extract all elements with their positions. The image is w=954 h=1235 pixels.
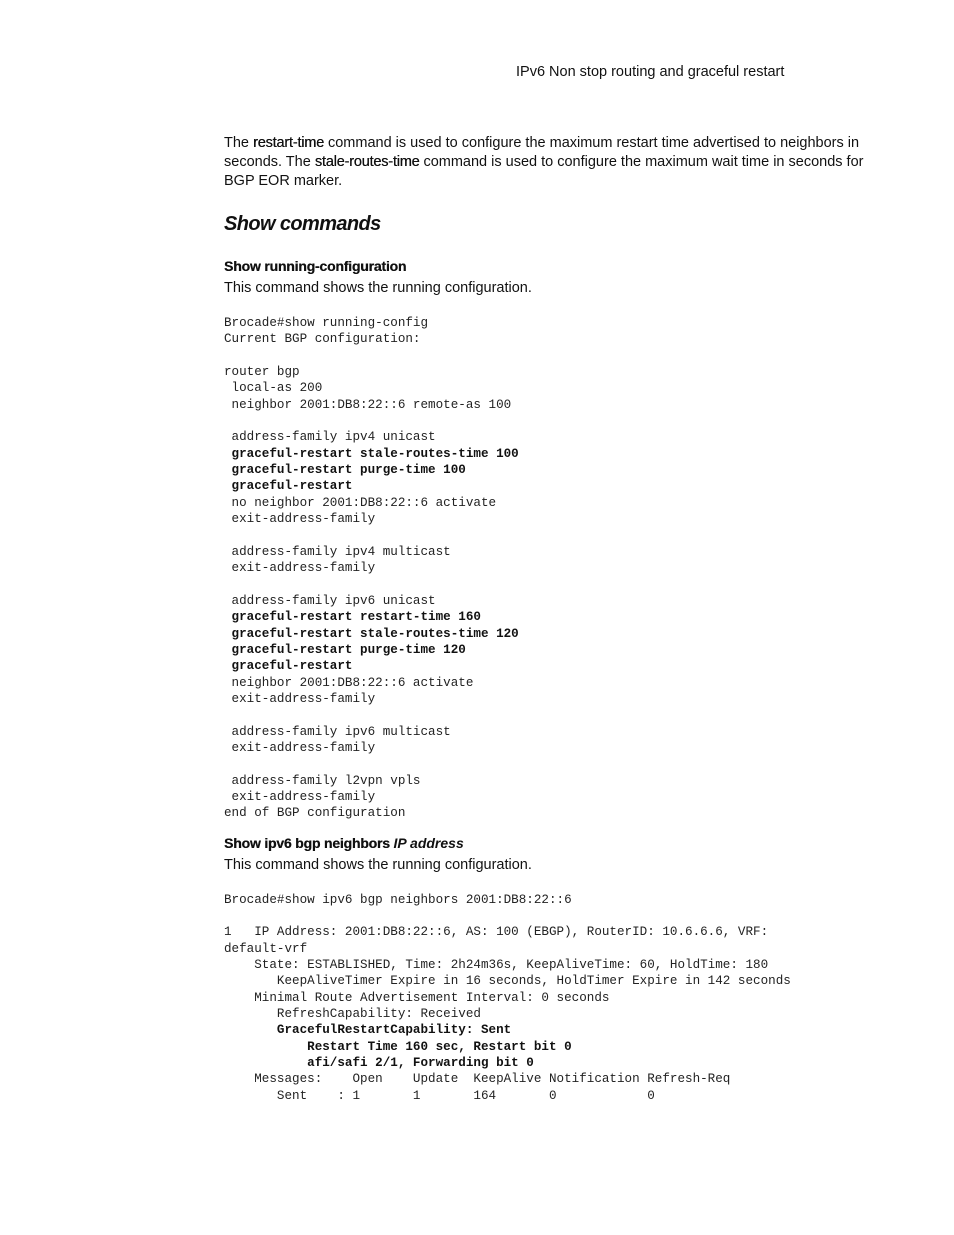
intro-paragraph [224,134,884,191]
page-content [224,134,884,1104]
code-line: default-vrf [224,941,308,956]
code-line: no neighbor 2001:DB8:22::6 activate [224,495,497,510]
code-line: 1 IP Address: 2001:DB8:22::6, AS: 100 (EBGP), RouterID: 10.6.6.6, VRF: [224,925,769,940]
code-line: graceful-restart stale-routes-time 100 [224,446,519,461]
code-line: router bgp [224,365,300,380]
code-line: exit-address-family [224,561,376,576]
code-line: local-as 200 [224,381,323,396]
restart-time-command: restart-time [253,135,324,151]
code-line: exit-address-family [224,740,376,755]
code-line: RefreshCapability: Received [224,1007,481,1022]
code-line: Brocade#show ipv6 bgp neighbors 2001:DB8:22::6 [224,892,572,907]
code-line: Brocade#show running-config [224,316,429,330]
code-line: address-family ipv6 unicast [224,593,436,608]
code-line: graceful-restart restart-time 160 [224,610,481,625]
code-line: address-family ipv6 multicast [224,724,451,739]
code-line: end of BGP configuration [224,806,406,821]
code-line: exit-address-family [224,789,376,804]
code-line: address-family ipv4 multicast [224,544,451,559]
code-line: address-family ipv4 unicast [224,430,436,445]
code-line: graceful-restart [224,659,353,674]
stale-routes-time-command: stale-routes-time [314,154,420,170]
code-line: Messages: Open Update KeepAlive Notification Refresh-Req [224,1072,731,1087]
code-line: Minimal Route Advertisement Interval: 0 seconds [224,990,610,1005]
code-line: graceful-restart stale-routes-time 120 [224,626,519,641]
bgp-neighbors-heading-text: Show ipv6 bgp neighbors [224,834,394,851]
code-line: Current BGP configuration: [224,332,421,347]
code-line: graceful-restart purge-time 100 [224,463,466,478]
running-config-description: This command shows the running configuration. [224,280,532,296]
running-config-code-block [224,315,884,822]
code-line: afi/safi 2/1, Forwarding bit 0 [224,1056,534,1071]
running-config-heading: Show running-configuration [224,258,407,274]
bgp-neighbors-heading-arg: IP address [393,834,464,851]
code-line: exit-address-family [224,691,376,706]
intro-text-2: command is used to configure the maximum restart time advertised to neighbors in seconds. The [224,135,860,170]
section-title: Show commands [224,213,381,235]
code-line: State: ESTABLISHED, Time: 2h24m36s, KeepAliveTime: 60, HoldTime: 180 [224,958,769,973]
code-line: graceful-restart [224,479,353,494]
bgp-neighbors-description: This command shows the running configuration. [224,856,532,873]
code-line: neighbor 2001:DB8:22::6 activate [224,675,474,690]
code-line: exit-address-family [224,512,376,527]
code-line: Restart Time 160 sec, Restart bit 0 [224,1039,572,1054]
code-line: Sent : 1 1 164 0 0 [224,1088,655,1103]
bgp-neighbors-code-block [224,892,884,1104]
code-line: address-family l2vpn vpls [224,773,421,788]
code-line: graceful-restart purge-time 120 [224,642,466,657]
code-line: KeepAliveTimer Expire in 16 seconds, HoldTimer Expire in 142 seconds [224,974,791,989]
code-line: neighbor 2001:DB8:22::6 remote-as 100 [224,397,512,412]
running-header: IPv6 Non stop routing and graceful restart [516,64,785,80]
intro-text-1: The [224,135,254,151]
code-line: GracefulRestartCapability: Sent [224,1023,512,1038]
bgp-neighbors-heading [224,834,884,853]
intro-text-3: command is used to configure the maximum wait time in seconds for BGP EOR marker. [224,154,864,189]
